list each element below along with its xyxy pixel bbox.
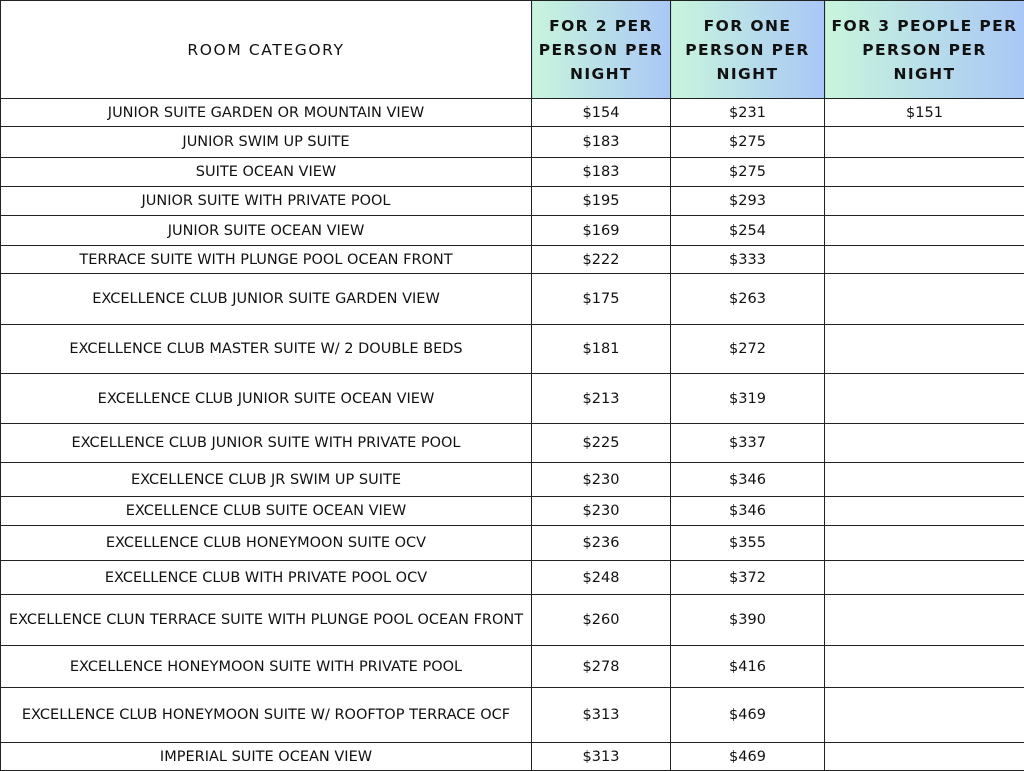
- price-one: $293: [671, 187, 825, 216]
- room-name: TERRACE SUITE WITH PLUNGE POOL OCEAN FRONT: [1, 246, 532, 274]
- price-two: $225: [532, 424, 671, 463]
- table-row: [1, 158, 1024, 187]
- room-name: EXCELLENCE CLUB SUITE OCEAN VIEW: [1, 497, 532, 526]
- price-two: $175: [532, 274, 671, 325]
- price-three: [825, 743, 1024, 771]
- price-three: [825, 325, 1024, 374]
- price-three: [825, 158, 1024, 187]
- price-two: $183: [532, 158, 671, 187]
- price-one: $254: [671, 216, 825, 246]
- price-two: $181: [532, 325, 671, 374]
- table-row: [1, 325, 1024, 374]
- room-name: IMPERIAL SUITE OCEAN VIEW: [1, 743, 532, 771]
- table-row: [1, 99, 1024, 127]
- price-three: [825, 463, 1024, 497]
- price-two: $260: [532, 595, 671, 646]
- price-one: $263: [671, 274, 825, 325]
- price-one: $333: [671, 246, 825, 274]
- price-one: $355: [671, 526, 825, 561]
- header-row: [1, 1, 1024, 99]
- table-row: [1, 646, 1024, 688]
- price-two: $230: [532, 497, 671, 526]
- price-two: $195: [532, 187, 671, 216]
- price-two: $313: [532, 688, 671, 743]
- price-one: $469: [671, 688, 825, 743]
- price-two: $248: [532, 561, 671, 595]
- price-three: [825, 561, 1024, 595]
- price-two: $222: [532, 246, 671, 274]
- price-three: [825, 127, 1024, 158]
- room-name: EXCELLENCE CLUN TERRACE SUITE WITH PLUNGE POOL OCEAN FRONT: [1, 595, 532, 646]
- price-three: [825, 187, 1024, 216]
- room-name: EXCELLENCE CLUB HONEYMOON SUITE W/ ROOFTOP TERRACE OCF: [1, 688, 532, 743]
- room-name: JUNIOR SUITE OCEAN VIEW: [1, 216, 532, 246]
- table-row: [1, 187, 1024, 216]
- room-name: EXCELLENCE CLUB WITH PRIVATE POOL OCV: [1, 561, 532, 595]
- table-row: [1, 595, 1024, 646]
- room-name: EXCELLENCE CLUB HONEYMOON SUITE OCV: [1, 526, 532, 561]
- header-three-people: FOR 3 PEOPLE PER PERSON PER NIGHT: [825, 1, 1024, 99]
- table-row: [1, 526, 1024, 561]
- table-row: [1, 424, 1024, 463]
- price-two: $236: [532, 526, 671, 561]
- price-two: $213: [532, 374, 671, 424]
- price-one: $390: [671, 595, 825, 646]
- table-row: [1, 497, 1024, 526]
- header-two-per-person: FOR 2 PER PERSON PER NIGHT: [532, 1, 671, 99]
- price-two: $154: [532, 99, 671, 127]
- room-name: EXCELLENCE CLUB JR SWIM UP SUITE: [1, 463, 532, 497]
- table-row: [1, 374, 1024, 424]
- price-three: [825, 595, 1024, 646]
- price-three: [825, 688, 1024, 743]
- price-three: [825, 374, 1024, 424]
- price-one: $319: [671, 374, 825, 424]
- table-row: [1, 463, 1024, 497]
- room-name: EXCELLENCE HONEYMOON SUITE WITH PRIVATE POOL: [1, 646, 532, 688]
- room-name: EXCELLENCE CLUB MASTER SUITE W/ 2 DOUBLE BEDS: [1, 325, 532, 374]
- price-one: $372: [671, 561, 825, 595]
- price-one: $346: [671, 463, 825, 497]
- price-two: $230: [532, 463, 671, 497]
- table-row: [1, 127, 1024, 158]
- price-three: [825, 246, 1024, 274]
- table-row: [1, 688, 1024, 743]
- room-name: JUNIOR SUITE WITH PRIVATE POOL: [1, 187, 532, 216]
- room-name: EXCELLENCE CLUB JUNIOR SUITE GARDEN VIEW: [1, 274, 532, 325]
- price-one: $231: [671, 99, 825, 127]
- price-two: $313: [532, 743, 671, 771]
- table-row: [1, 743, 1024, 771]
- price-one: $469: [671, 743, 825, 771]
- room-name: SUITE OCEAN VIEW: [1, 158, 532, 187]
- price-three: [825, 216, 1024, 246]
- header-one-person: FOR ONE PERSON PER NIGHT: [671, 1, 825, 99]
- room-name: JUNIOR SUITE GARDEN OR MOUNTAIN VIEW: [1, 99, 532, 127]
- header-room-category: ROOM CATEGORY: [1, 1, 532, 99]
- price-three: [825, 497, 1024, 526]
- room-name: EXCELLENCE CLUB JUNIOR SUITE OCEAN VIEW: [1, 374, 532, 424]
- table-row: [1, 561, 1024, 595]
- price-one: $272: [671, 325, 825, 374]
- price-two: $169: [532, 216, 671, 246]
- price-three: [825, 526, 1024, 561]
- price-one: $416: [671, 646, 825, 688]
- price-one: $275: [671, 127, 825, 158]
- table-row: [1, 246, 1024, 274]
- price-one: $346: [671, 497, 825, 526]
- price-three: [825, 424, 1024, 463]
- price-two: $278: [532, 646, 671, 688]
- price-three: [825, 274, 1024, 325]
- price-two: $183: [532, 127, 671, 158]
- price-one: $337: [671, 424, 825, 463]
- room-name: EXCELLENCE CLUB JUNIOR SUITE WITH PRIVATE POOL: [1, 424, 532, 463]
- price-one: $275: [671, 158, 825, 187]
- price-three: [825, 646, 1024, 688]
- table-row: [1, 274, 1024, 325]
- table-row: [1, 216, 1024, 246]
- room-name: JUNIOR SWIM UP SUITE: [1, 127, 532, 158]
- price-three: $151: [825, 99, 1024, 127]
